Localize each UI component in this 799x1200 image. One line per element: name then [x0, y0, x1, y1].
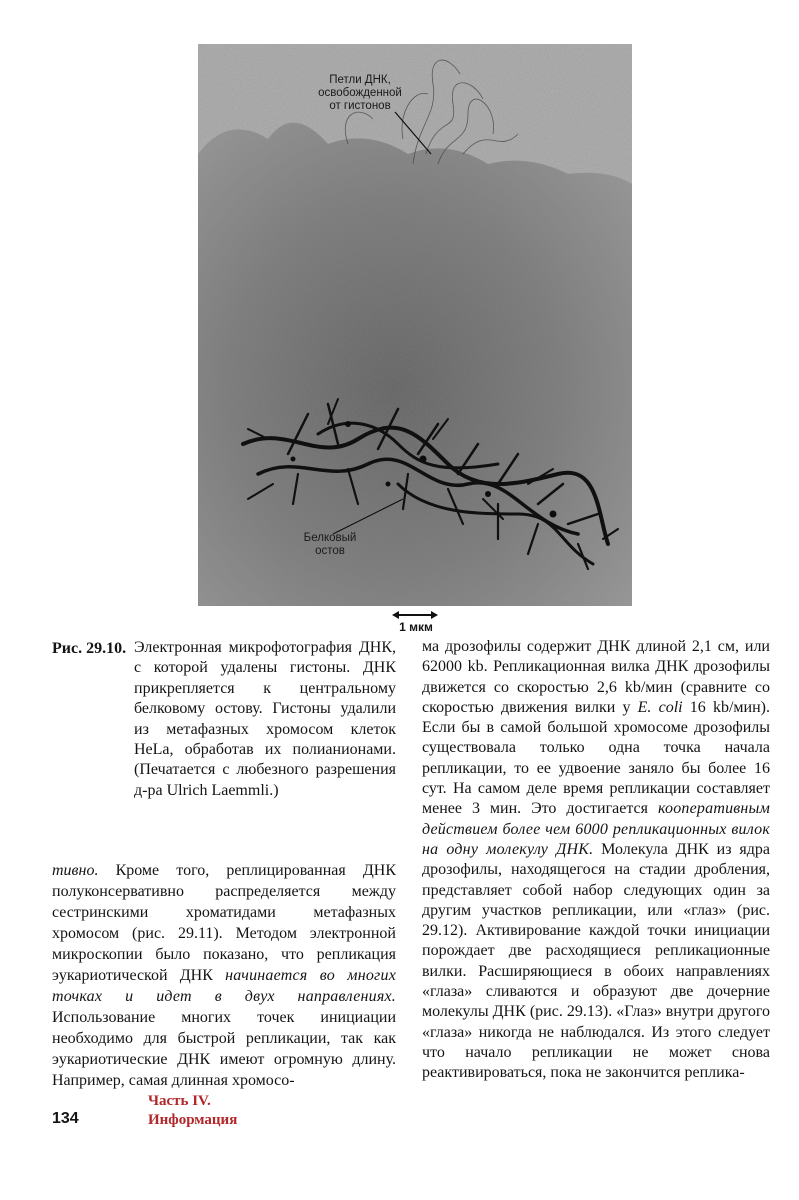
body-text: Использование многих точек инициации необходимо для быстрой репликации, так как эукариотические ДНК имеют огромную длину. Например, самая длинная хромосо- [52, 1009, 396, 1089]
italic-text: тивно. [52, 862, 99, 879]
label-line-2: освобожденной [318, 87, 402, 99]
label-protein-scaffold [290, 532, 370, 558]
italic-emphasis: начинается во многих точках и идет в двух направлениях. [52, 967, 396, 1005]
body-text: 16 kb/мин). Если бы в самой большой хромосоме дрозофилы существовала только одна точка начала репликации, то ее удвоение заняло бы более 16 сут. На самом деле время репликации составляет менее 3 мин. Это достигается [422, 698, 770, 818]
electron-micrograph [198, 44, 632, 606]
figure-number: Рис. 29.10. [52, 640, 127, 657]
species-name: E. coli [637, 698, 683, 716]
label-line-2: остов [315, 545, 345, 557]
figure-caption: Электронная микрофотография ДНК, с которой удалены гистоны. ДНК прикрепляется к центральному белковому остову. Гистоны удалили из метафазных хромосом клеток HeLa, обработав их полианионами. (Печатается с любезного разрешения д-ра Ulrich Laemmli.) [134, 639, 396, 799]
italic-emphasis: кооперативным действием более чем 6000 репликационных вилок на одну молекулу ДНК. [422, 800, 770, 858]
micrograph-image [198, 44, 632, 606]
body-text: ма дрозофилы содержит ДНК длиной 2,1 см, или 62000 kb. Репликационная вилка ДНК дрозофилы движется со скоростью 2,6 kb/мин (сравните со скоростью движения вилки у [422, 638, 770, 716]
left-column [52, 860, 396, 1091]
part-number: Часть IV. [148, 1093, 211, 1109]
page-number: 134 [52, 1110, 79, 1127]
body-text: Молекула ДНК из ядра дрозофилы, находящегося на стадии дробления, представляет собой набор следующих один за другим участков репликации, или «глаз» (рис. 29.12). Активирование каждой точки инициации порождает две расходящиеся репликационные вилки. Расширяющиеся в обоих направлениях «глаза» сливаются и образуют две дочерние молекулы ДНК (рис. 29.13). «Глаз» внутри другого «глаза» никогда не наблюдался. Из этого следует что начало репликации не может снова реактивироваться, пока не закончится реплика- [422, 840, 770, 1082]
label-line-1: Петли ДНК, [329, 74, 391, 86]
right-column [422, 637, 770, 1084]
label-dna-loops [310, 74, 410, 113]
body-text: Кроме того, реплицированная ДНК полуконсервативно распределяется между сестринскими хроматидами метафазных хромосом (рис. 29.11). Методом электронной микроскопии было показано, что репликация эукариотической ДНК [52, 862, 396, 984]
part-heading [148, 1092, 237, 1130]
label-line-1: Белковый [303, 532, 357, 544]
scale-bar-label: 1 мкм [399, 620, 433, 634]
part-title: Информация [148, 1112, 238, 1128]
scale-bar-arrow [392, 610, 438, 620]
label-line-3: от гистонов [329, 100, 391, 112]
